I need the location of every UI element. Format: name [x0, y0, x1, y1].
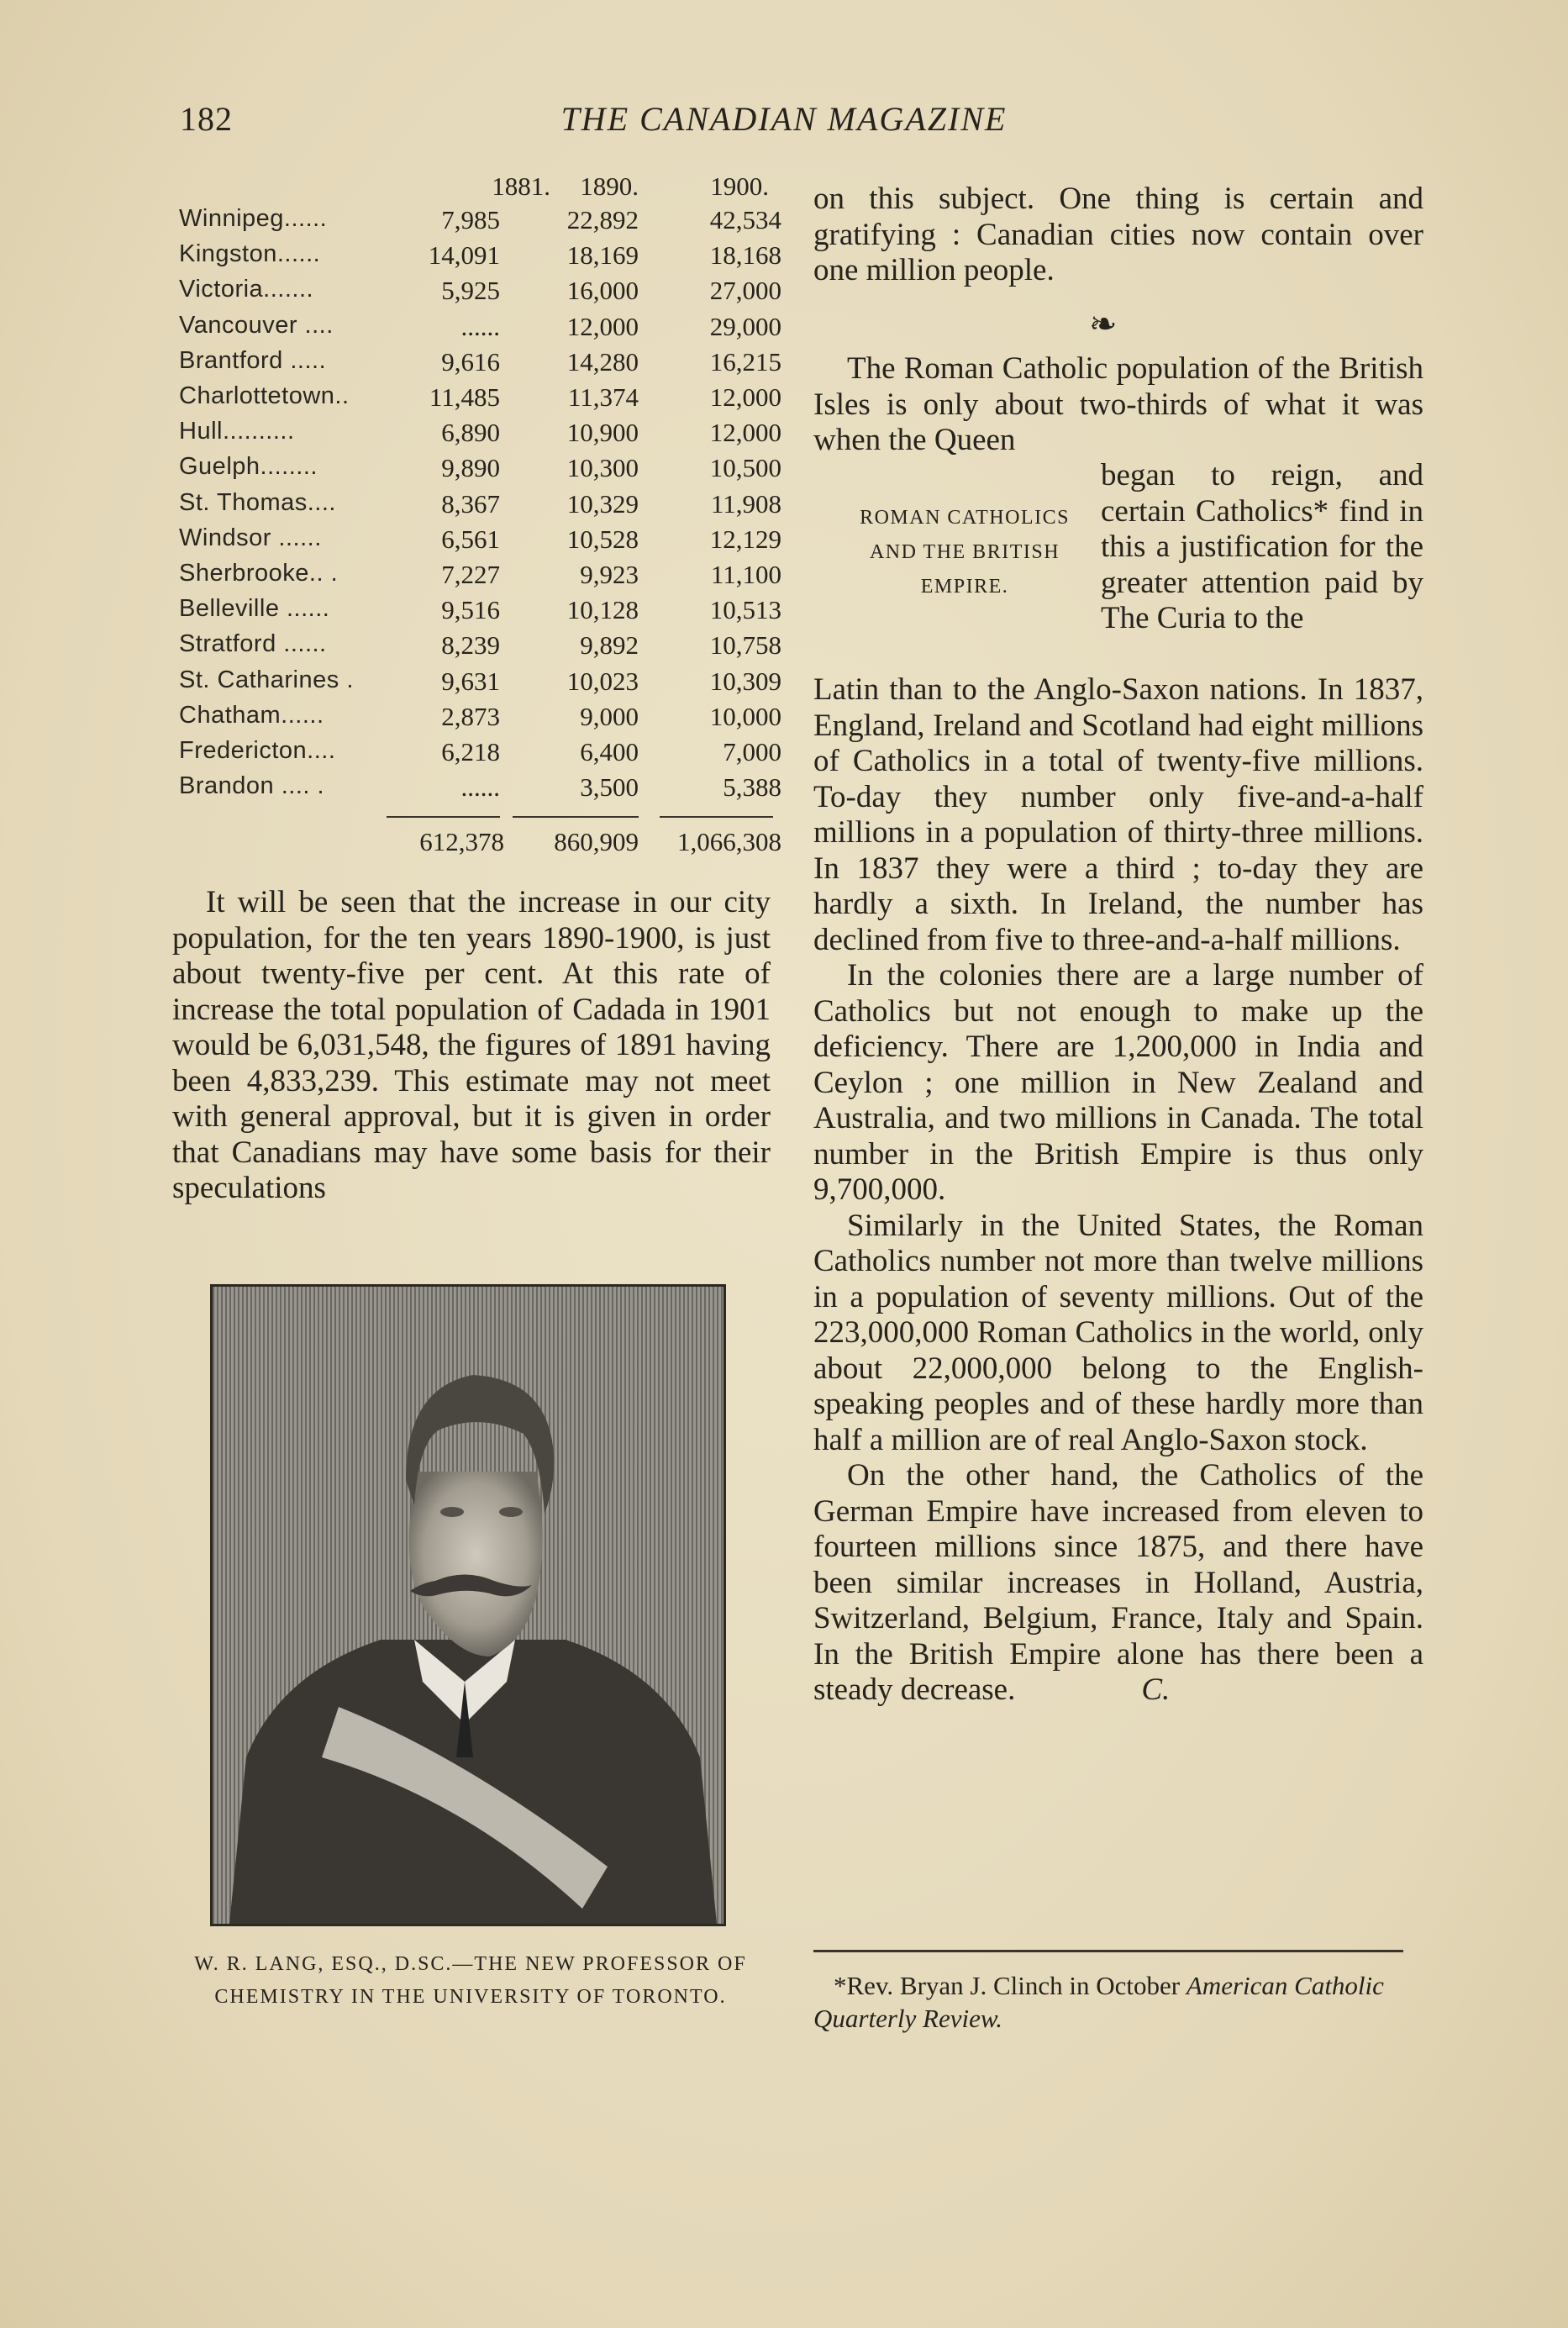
- table-cell-1881: 7,985: [441, 205, 500, 234]
- right-column-intro: [813, 351, 1423, 459]
- paragraph: [813, 1458, 1423, 1709]
- total-1890: 860,909: [554, 827, 639, 856]
- table-cell-1881: 5,925: [441, 276, 500, 306]
- table-row-city: Sherbrooke.. .: [179, 560, 339, 587]
- portrait-figure: [213, 1287, 723, 1924]
- paragraph: Similarly in the United States, the Roman Catholics number not more than twelve millions in a population of seventy millions. Out of the 223,000,000 Roman Catholics in the world, only about 22,000,000 belong to the English-speaking peoples and of these hardly more than half a million are of real Anglo-Saxon stock.: [813, 1208, 1423, 1457]
- table-row-city: Belleville ......: [179, 595, 330, 623]
- table-cell-1881: ......: [460, 311, 500, 341]
- table-cell-1890: 16,000: [566, 276, 639, 306]
- table-cell-1900: 11,100: [710, 560, 781, 589]
- table-row-city: Stratford ......: [179, 630, 327, 658]
- table-cell-1890: 9,892: [580, 630, 639, 661]
- portrait-caption: W. R. LANG, ESQ., D.SC.—THE NEW PROFESSOR OF CHEMISTRY IN THE UNIVERSITY OF TORONTO.: [194, 1953, 747, 2008]
- table-cell-1900: 29,000: [709, 311, 781, 341]
- population-table: [172, 171, 786, 869]
- paragraph: It will be seen that the increase in our city population, for the ten years 1890-1900, is just about twenty-five per cent. At this rate of increase the total population of Cadada in 1901 would be 6,031,548, the figures of 1891 having been 4,833,239. This estimate may not meet with general approval, but it is given in order that Canadians may have some basis for their speculations: [172, 885, 771, 1205]
- fleuron-ornament: ❧: [1089, 305, 1118, 343]
- paragraph: The Roman Catholic population of the British Isles is only about two-thirds of what it was when the Queen: [813, 351, 1423, 457]
- table-cell-1900: 5,388: [723, 772, 781, 803]
- table-cell-1881: 9,516: [441, 595, 500, 625]
- table-cell-1900: 12,000: [709, 418, 781, 448]
- footnote-publication: American Catholic Quarterly Review.: [813, 1971, 1384, 2033]
- table-cell-1890: 9,923: [580, 560, 639, 589]
- right-column-top: [813, 182, 1423, 289]
- table-cell-1881: 6,218: [441, 737, 500, 766]
- table-cell-1900: 12,000: [709, 382, 781, 412]
- paragraph: began to reign, and certain Catholics* find in this a justification for the greater attention paid by The Curia to the: [1101, 458, 1423, 635]
- table-cell-1890: 10,023: [566, 666, 639, 696]
- table-cell-1881: 9,890: [441, 453, 500, 483]
- table-cell-1881: 7,227: [441, 560, 500, 589]
- paragraph-text: On the other hand, the Catholics of the German Empire have increased from eleven to fourteen millions since 1875, and there have been similar increases in Holland, Austria, Switzerland, Belgium, France, Italy and Spain. In the British Empire alone has there been a steady decrease.: [813, 1458, 1423, 1707]
- total-1900: 1,066,308: [677, 827, 781, 856]
- table-cell-1900: 27,000: [709, 276, 781, 306]
- table-row-city: Chatham......: [179, 701, 324, 729]
- total-rule: [387, 816, 500, 818]
- table-cell-1890: 10,329: [566, 488, 639, 519]
- table-row-city: Fredericton....: [179, 737, 336, 764]
- table-cell-1881: 6,561: [441, 524, 500, 554]
- table-cell-1900: 12,129: [709, 524, 781, 554]
- table-cell-1881: 14,091: [428, 240, 500, 271]
- table-row-city: Vancouver ....: [179, 311, 334, 339]
- table-cell-1881: ......: [460, 772, 500, 803]
- table-cell-1900: 10,758: [709, 630, 781, 661]
- table-cell-1890: 6,400: [580, 737, 639, 766]
- table-cell-1900: 10,000: [709, 701, 781, 731]
- table-cell-1900: 16,215: [709, 346, 781, 377]
- table-cell-1900: 10,500: [709, 453, 781, 483]
- table-row-city: Brandon .... .: [179, 772, 325, 800]
- table-row-city: St. Catharines .: [179, 666, 354, 693]
- table-cell-1900: 42,534: [709, 205, 781, 234]
- right-column-main: [813, 672, 1423, 1709]
- author-signature: C.: [1141, 1672, 1171, 1707]
- year-header: 1881.: [492, 171, 550, 201]
- table-cell-1900: 10,309: [709, 666, 781, 696]
- footnote-text: *Rev. Bryan J. Clinch in October: [834, 1971, 1187, 2000]
- table-cell-1900: 10,513: [709, 595, 781, 625]
- table-row-city: Windsor ......: [179, 524, 322, 551]
- table-cell-1881: 9,631: [441, 666, 500, 696]
- total-rule: [660, 816, 773, 818]
- table-cell-1890: 10,128: [566, 595, 639, 625]
- total-rule: [513, 816, 639, 818]
- table-cell-1890: 11,374: [567, 382, 639, 412]
- table-row-city: St. Thomas....: [179, 488, 336, 516]
- table-row-city: Hull..........: [179, 418, 295, 445]
- table-cell-1900: 7,000: [723, 737, 781, 766]
- year-header: 1890.: [580, 171, 639, 201]
- table-cell-1890: 22,892: [566, 205, 639, 234]
- table-cell-1900: 11,908: [710, 488, 781, 519]
- table-cell-1881: 9,616: [441, 346, 500, 377]
- table-cell-1890: 18,169: [566, 240, 639, 271]
- table-cell-1881: 8,367: [441, 488, 500, 519]
- table-row-city: Kingston......: [179, 240, 321, 268]
- paragraph: on this subject. One thing is certain and gratifying : Canadian cities now contain over one million people.: [813, 182, 1423, 287]
- table-cell-1881: 6,890: [441, 418, 500, 448]
- table-row-city: Guelph........: [179, 453, 318, 481]
- table-cell-1881: 2,873: [441, 701, 500, 731]
- footnote: [813, 1969, 1418, 2035]
- table-cell-1890: 12,000: [566, 311, 639, 341]
- year-header: 1900.: [710, 171, 769, 201]
- right-column-wrap: [1101, 458, 1423, 637]
- table-cell-1881: 8,239: [441, 630, 500, 661]
- table-cell-1890: 14,280: [566, 346, 639, 377]
- page-number: 182: [180, 100, 233, 138]
- table-cell-1890: 3,500: [580, 772, 639, 803]
- table-cell-1890: 10,900: [566, 418, 639, 448]
- side-heading: ROMAN CATHOLICS AND THE BRITISH EMPIRE.: [860, 507, 1070, 598]
- table-row-city: Victoria.......: [179, 276, 314, 303]
- table-row-city: Charlottetown..: [179, 382, 350, 409]
- table-cell-1890: 10,528: [566, 524, 639, 554]
- table-cell-1900: 18,168: [709, 240, 781, 271]
- table-cell-1881: 11,485: [429, 382, 500, 412]
- table-row-city: Winnipeg......: [179, 205, 328, 232]
- paragraph: Latin than to the Anglo-Saxon nations. In 1837, England, Ireland and Scotland had eight millions of Catholics in a total of twenty-five millions. To-day they number only five-and-a-half millions in a population of thirty-three millions. In 1837 they were a third ; to-day they are hardly a sixth. In Ireland, the number has declined from five to three-and-a-half millions.: [813, 672, 1423, 957]
- footnote-rule: [813, 1950, 1403, 1952]
- running-head: THE CANADIAN MAGAZINE: [560, 100, 1008, 138]
- left-column-text: [172, 885, 771, 1207]
- table-cell-1890: 9,000: [580, 701, 639, 731]
- table-row-city: Brantford .....: [179, 346, 327, 374]
- table-cell-1890: 10,300: [566, 453, 639, 483]
- paragraph: In the colonies there are a large number of Catholics but not enough to make up the deficiency. There are 1,200,000 in India and Ceylon ; one million in New Zealand and Australia, and two millions in Canada. The total number in the British Empire is thus only 9,700,000.: [813, 958, 1423, 1207]
- total-1881: 612,378: [419, 827, 504, 856]
- portrait-photo: [210, 1284, 726, 1926]
